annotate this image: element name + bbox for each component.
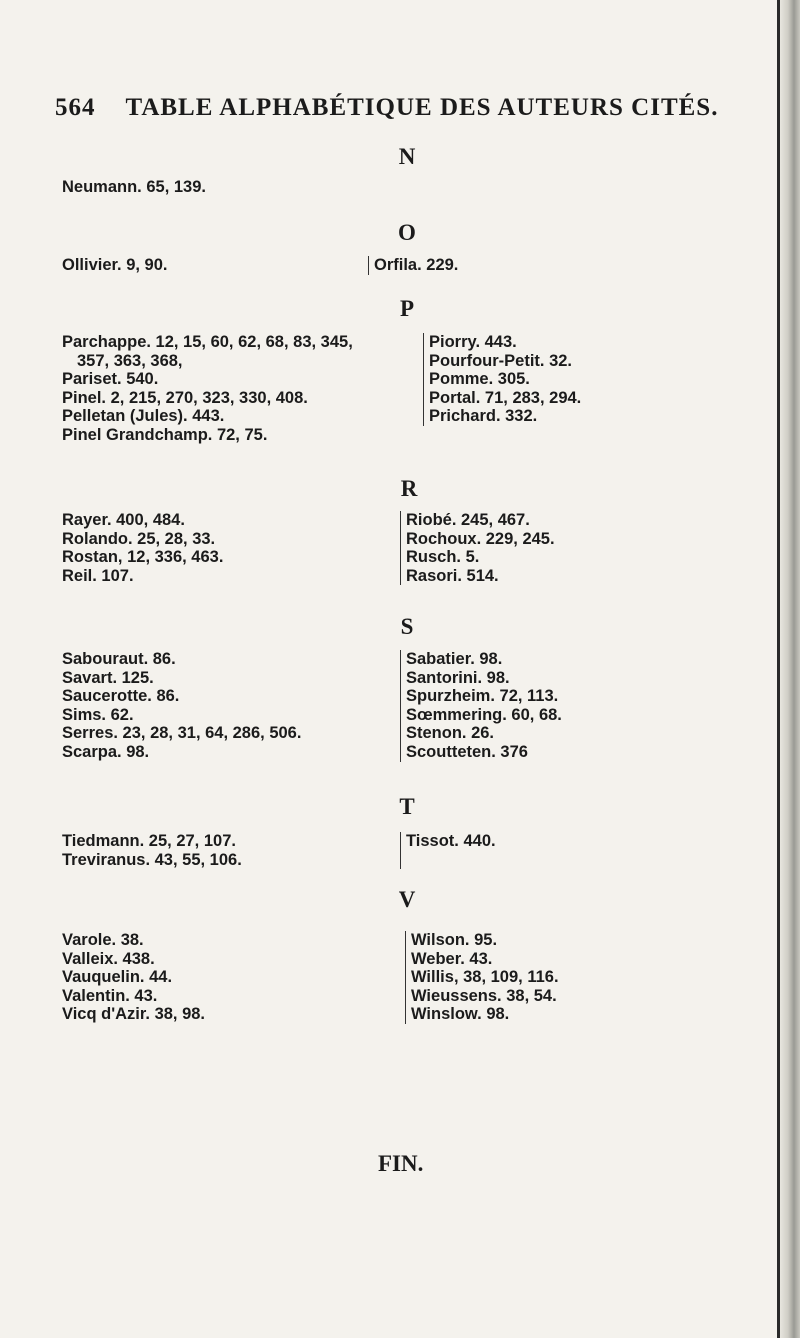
index-column-rule-spacer — [406, 851, 496, 870]
index-entry: Prichard. 332. — [429, 407, 538, 426]
index-entry: Portal. 71, 283, 294. — [429, 388, 582, 407]
index-entry: Wieussens. 38, 54. — [411, 986, 557, 1005]
index-column-s-right — [400, 650, 562, 762]
index-column-p-right — [423, 333, 581, 426]
index-entry: Piorry. 443. — [429, 333, 517, 351]
index-entry: Scarpa. 98. — [62, 742, 150, 761]
index-entry: Varole. 38. — [62, 931, 144, 949]
index-entry: Pinel Grandchamp. 72, 75. — [62, 425, 268, 444]
index-entry: Treviranus. 43, 55, 106. — [62, 850, 242, 869]
index-entry: Valentin. 43. — [62, 986, 158, 1005]
index-column-p-left — [62, 333, 353, 445]
binding-edge — [780, 0, 800, 1338]
index-entry: Tiedmann. 25, 27, 107. — [62, 832, 236, 850]
section-letter-n: N — [398, 144, 416, 169]
index-entry-continuation: 357, 363, 368, — [77, 351, 183, 370]
index-entry: Vicq d'Azir. 38, 98. — [62, 1005, 206, 1024]
index-entry: Rochoux. 229, 245. — [406, 529, 555, 548]
index-entry: Neumann. 65, 139. — [62, 178, 206, 196]
index-column-v-left — [62, 931, 205, 1024]
index-column-n-left — [62, 178, 206, 197]
index-entry: Santorini. 98. — [406, 668, 510, 687]
index-entry: Sœmmering. 60, 68. — [406, 705, 562, 724]
index-entry: Pomme. 305. — [429, 370, 530, 389]
page-header — [55, 94, 718, 122]
section-letter-o: O — [398, 220, 416, 245]
section-letter-t: T — [399, 794, 415, 819]
index-entry: Orfila. 229. — [374, 256, 459, 274]
index-entry: Pourfour-Petit. 32. — [429, 351, 573, 370]
section-letter-s: S — [400, 614, 414, 639]
index-column-o-right — [368, 256, 458, 275]
index-entry: Scoutteten. 376 — [406, 742, 528, 761]
index-entry: Winslow. 98. — [411, 1005, 510, 1024]
section-letter-r: R — [400, 476, 418, 501]
index-column-t-right — [400, 832, 496, 869]
index-entry: Sabatier. 98. — [406, 650, 503, 668]
index-column-s-left — [62, 650, 301, 762]
index-entry: Sims. 62. — [62, 705, 134, 724]
index-entry: Valleix. 438. — [62, 949, 155, 968]
end-marker: FIN. — [378, 1151, 424, 1176]
index-entry: Rasori. 514. — [406, 566, 499, 585]
index-entry: Rostan, 12, 336, 463. — [62, 548, 224, 567]
index-entry: Tissot. 440. — [406, 832, 496, 850]
index-column-v-right — [405, 931, 559, 1024]
index-entry: Pinel. 2, 215, 270, 323, 330, 408. — [62, 388, 308, 407]
page-number: 564 — [55, 94, 96, 121]
index-entry: Sabouraut. 86. — [62, 650, 176, 668]
index-entry: Willis, 38, 109, 116. — [411, 968, 559, 987]
index-entry: Rayer. 400, 484. — [62, 511, 185, 529]
index-entry: Riobé. 245, 467. — [406, 511, 530, 529]
index-column-r-left — [62, 511, 223, 585]
index-entry: Ollivier. 9, 90. — [62, 256, 168, 274]
index-entry: Stenon. 26. — [406, 724, 495, 743]
page-title: TABLE ALPHABÉTIQUE DES AUTEURS CITÉS. — [125, 94, 719, 121]
index-entry: Weber. 43. — [411, 949, 493, 968]
index-entry: Wilson. 95. — [411, 931, 498, 949]
index-column-r-right — [400, 511, 555, 585]
index-entry: Pariset. 540. — [62, 370, 159, 389]
index-column-o-left — [62, 256, 168, 275]
index-entry: Saucerotte. 86. — [62, 687, 180, 706]
index-entry: Pelletan (Jules). 443. — [62, 407, 225, 426]
index-entry: Rusch. 5. — [406, 548, 480, 567]
index-column-t-left — [62, 832, 242, 869]
index-entry: Savart. 125. — [62, 668, 154, 687]
index-entry: Spurzheim. 72, 113. — [406, 687, 559, 706]
section-letter-p: P — [399, 296, 415, 321]
index-entry: Vauquelin. 44. — [62, 968, 173, 987]
index-entry: Parchappe. 12, 15, 60, 62, 68, 83, 345, — [62, 333, 353, 351]
index-entry: Rolando. 25, 28, 33. — [62, 529, 216, 548]
section-letter-v: V — [398, 887, 416, 912]
index-entry: Serres. 23, 28, 31, 64, 286, 506. — [62, 724, 302, 743]
index-entry: Reil. 107. — [62, 566, 134, 585]
